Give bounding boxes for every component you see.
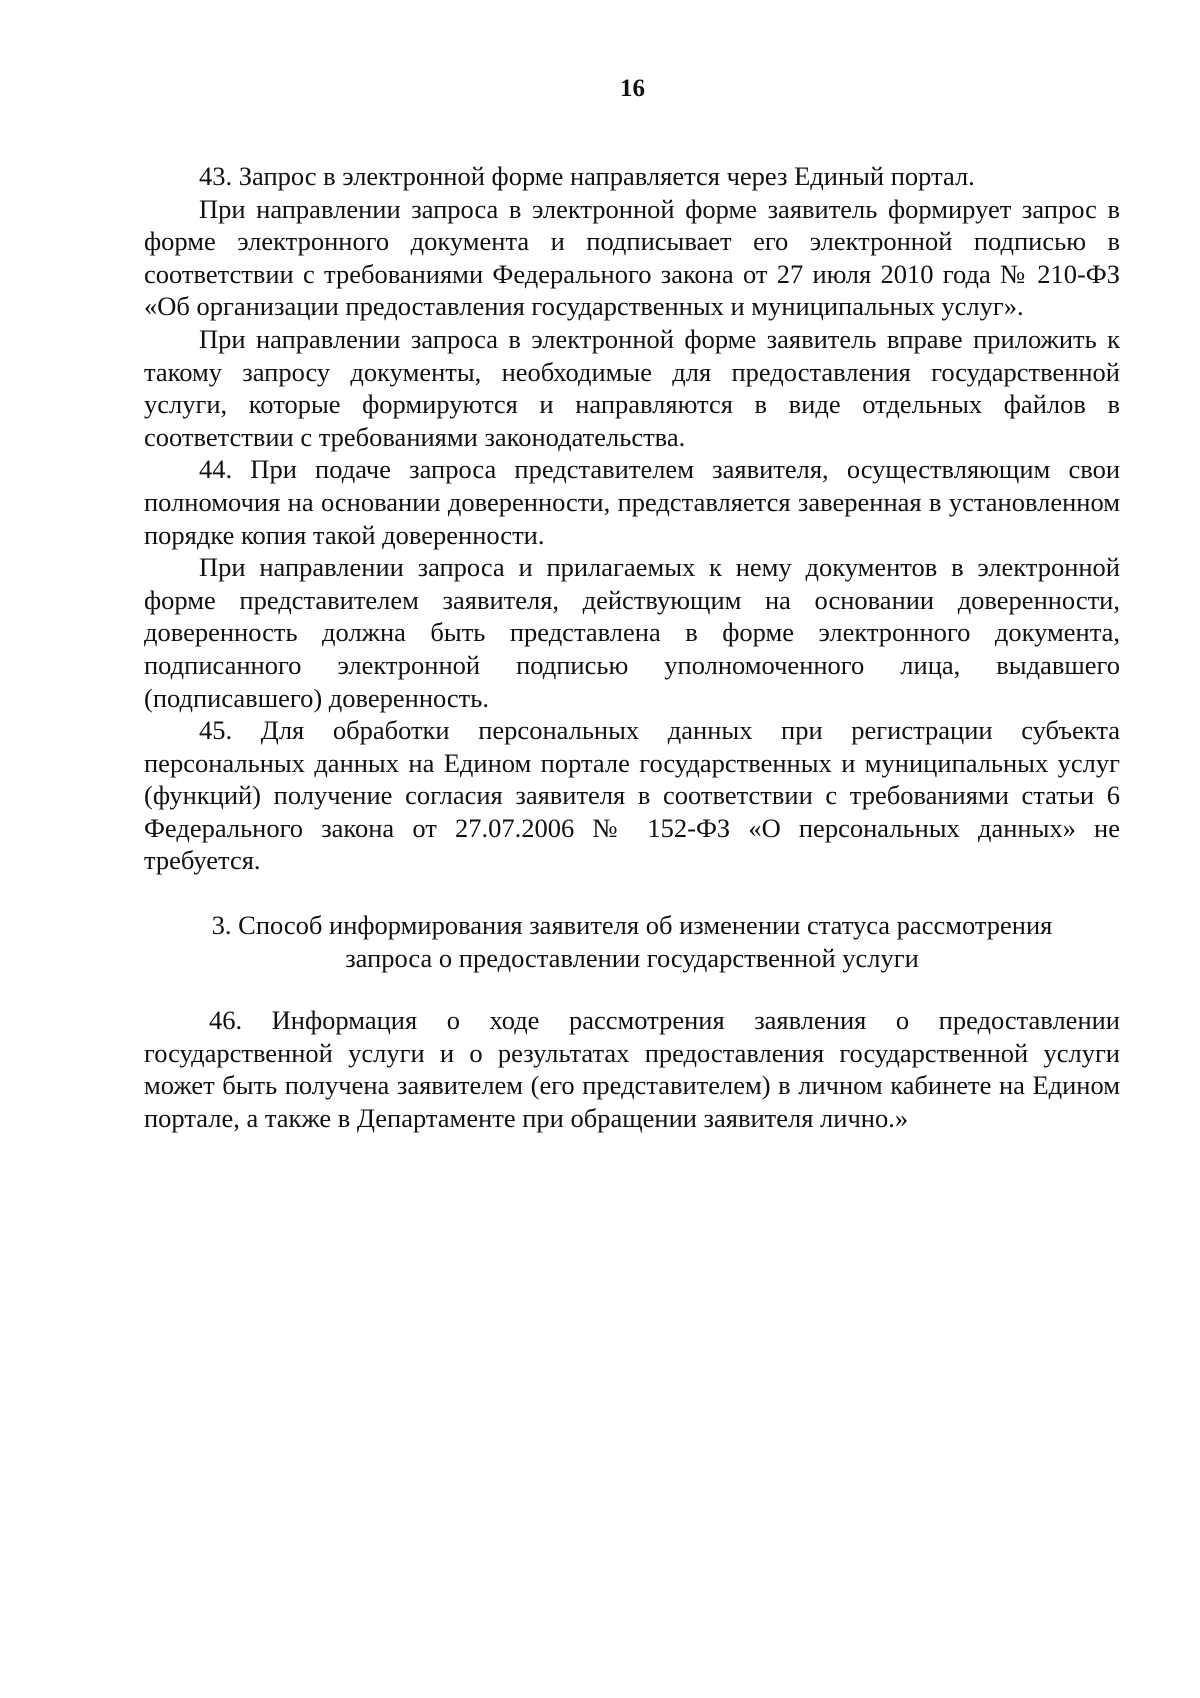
paragraph-44: 44. При подаче запроса представителем заявителя, осуществляющим свои полномочия на основании доверенности, представляется заверенная в установленном порядке копия такой доверенности. [144,454,1120,550]
paragraph-43-electronic-request: При направлении запроса в электронной форме заявитель формирует запрос в форме электронного документа и подписывает его электронной подписью в соответствии с требованиями Федерального закона от 27 июля 2010 года № 210-ФЗ «Об организации предоставления государственных и муниципальных услуг». [144,193,1120,322]
spacer [144,974,1120,1004]
document-body [144,160,1120,1135]
paragraph-44-power-of-attorney: При направлении запроса и прилагаемых к нему документов в электронной форме представителем заявителя, действующим на основании доверенности, доверенность должна быть представлена в форме электронного документа, подписанного электронной подписью уполномоченного лица, выдавшего (подписавшего) доверенность. [144,552,1120,713]
section-heading [144,909,1120,974]
paragraph-43-attachments: При направлении запроса в электронной форме заявитель вправе приложить к такому запросу документы, необходимые для предоставления государственной услуги, которые формируются и направляются в виде отдельных файлов в соответствии с требованиями законодательства. [144,323,1120,452]
page-number: 16 [620,75,645,102]
paragraph-45: 45. Для обработки персональных данных при регистрации субъекта персональных данных на Едином портале государственных и муниципальных услуг (функций) получение согласия заявителя в соответствии с требованиями статьи 6 Федерального закона от 27.07.2006 № 152-ФЗ «О персональных данных» не требуется. [144,715,1120,876]
paragraph-46: 46. Информация о ходе рассмотрения заявления о предоставлении государственной услуги и о результатах предоставления государственной услуги может быть получена заявителем (его представителем) в личном кабинете на Едином портале, а также в Департаменте при обращении заявителя лично.» [144,1005,1120,1134]
section-heading-line-1: 3. Способ информирования заявителя об изменении статуса рассмотрения [211,910,1053,941]
paragraph-43: 43. Запрос в электронной форме направляется через Единый портал. [199,161,975,191]
section-heading-line-2: запроса о предоставлении государственной услуги [345,942,919,973]
